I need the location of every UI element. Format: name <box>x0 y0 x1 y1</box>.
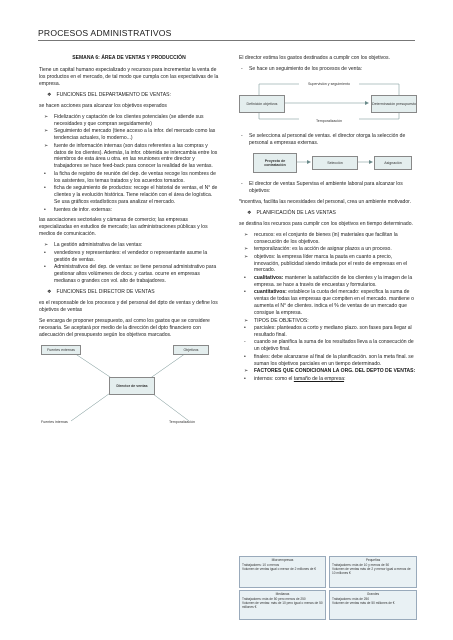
diagram-label-timing: Temporalización <box>169 419 195 424</box>
dash-bullet-icon: - <box>244 339 246 346</box>
dot-bullet-icon: • <box>244 325 246 332</box>
director-text: es el responsable de los procesos y del personal del dpto de ventas y define los objetivos de ventas <box>39 299 218 313</box>
list-item <box>39 242 219 249</box>
flow-top-label: Supervisión y seguimiento <box>299 80 359 87</box>
dot-bullet-icon: • <box>44 185 46 192</box>
director-heading-text: FUNCIONES DEL DIRECTOR DE VENTAS <box>56 289 155 295</box>
list-item <box>239 376 417 383</box>
list-item-text: mantener la satisfacción de los clientes y la imagen de la empresa. se hace a través de encuestas y formularios. <box>254 274 413 288</box>
types-heading: TIPOS DE OBJETIVOS: <box>254 317 309 324</box>
list-item-text: finales: debe alcanzarse al final de la planificación. son la meta final. se suman los objetivos parciales en un tiempo determinado. <box>254 353 414 367</box>
list-item <box>39 171 219 185</box>
dot-bullet-icon: • <box>244 274 246 281</box>
followup-list <box>239 66 417 73</box>
functions-heading <box>47 92 219 99</box>
table-cell-small <box>329 556 417 588</box>
arrow-bullet-icon: ➢ <box>44 128 49 135</box>
section-title: SEMANA 6: ÁREA DE VENTAS Y PRODUCCIÓN <box>72 55 186 61</box>
list-item-text: fuentes de infor. externas: <box>54 206 113 213</box>
budget-text: Se encarga de proponer presupuesto, así como los gastos que se considere necesaria. Se aceptará por medio de la dirección del dpto financiero con adecuación del presupuesto según los objetivos marcados. <box>39 317 210 338</box>
list-item <box>239 254 417 275</box>
diamond-bullet-icon: ❖ <box>47 91 52 98</box>
list-item-text: Fidelización y captación de los clientes potenciales (se atiende sus necesidades y que compran seguidamente) <box>54 113 204 127</box>
table-cell-micro <box>239 556 326 588</box>
list-item-text: Seguimiento del mercado (tiene acceso a la infor. del mercado como las tendencias actuales, lo moderno...) <box>54 128 216 142</box>
table-cell-medium <box>239 590 326 620</box>
list-item-text: La gestión administrativa de las ventas: <box>54 242 143 249</box>
internal-suffix: : <box>344 375 346 382</box>
external-sources-text: las asociaciones sectoriales y cámaras de comercio; las empresas especializadas en estudios de mercado; las administraciones públicas y los medios de comunicación. <box>39 217 208 238</box>
list-item <box>39 114 219 128</box>
cell-line: Trabajadores: más de 250 <box>332 597 370 601</box>
list-item <box>239 325 417 339</box>
cell-title: Grandes <box>366 592 380 596</box>
internal-prefix: internos: como el <box>254 375 294 382</box>
dash-bullet-icon: - <box>241 180 243 187</box>
director-estimates: El director estima los gastos destinados a cumplir con los objetivos. <box>239 55 390 61</box>
list-item <box>39 128 219 142</box>
list-item-bold: cualitativos: <box>254 274 284 281</box>
arrow-bullet-icon: ➢ <box>244 317 249 324</box>
arrow-bullet-icon: ➢ <box>244 368 249 375</box>
arrow-bullet-icon: ➢ <box>244 231 249 238</box>
list-item <box>39 250 219 264</box>
functions-heading-text: FUNCIONES DEL DEPARTAMENTO DE VENTAS: <box>56 91 171 98</box>
planning-list <box>239 232 417 383</box>
cell-line: Trabajadores: más de 50 pero menos de 250 <box>242 597 306 601</box>
cell-line: Trabajadores: más de 10 y menos de 50 <box>332 563 390 567</box>
list-item <box>239 339 417 353</box>
diagram-node-director: Director de ventas <box>109 377 155 395</box>
list-item-text: Se hace un seguimiento de los procesos de venta: <box>249 66 363 73</box>
arrow-bullet-icon: ➢ <box>244 253 249 260</box>
incentive-text: *incentiva, facilita las necesidades del personal, crea un ambiente motivador. <box>239 198 411 205</box>
factors-heading: FACTORES QUE CONDICIONAN LA ORG. DEL DEPTO DE VENTAS: <box>254 368 416 375</box>
list-item <box>39 207 219 214</box>
list-item-text: fuente de información internas (son datos referentes a las compras y datos de los clientes). Además, la infor. obtenida se intercambia entre los miembros de esta área u otra. en las reuniones entre director y trabajadores se hace feed-back para conocer la realidad de las ventas. <box>54 142 218 170</box>
arrow-bullet-icon: ➢ <box>44 242 49 249</box>
selection-flow-diagram <box>239 151 417 175</box>
list-item <box>239 232 417 246</box>
page-header: PROCESOS ADMINISTRATIVOS <box>38 28 172 38</box>
diamond-bullet-icon: ❖ <box>247 209 252 216</box>
dot-bullet-icon: • <box>44 249 46 256</box>
intro-paragraph: Tiene un capital humano especializado y recursos para incrementar la venta de los productos en el mercado, de tal modo que cumpla con las expectativas de la empresa. <box>39 66 219 87</box>
cell-title: Pequeñas <box>365 558 381 562</box>
diagram-node-external: Fuentes externas <box>41 345 81 355</box>
right-column <box>239 55 417 387</box>
list-item-text: recursos: es el conjunto de bienes (in) materiales que facilitan la consecución de los objetivos. <box>254 231 398 245</box>
followup-flow-diagram <box>239 77 417 127</box>
management-list <box>39 242 219 285</box>
director-heading <box>47 289 219 296</box>
dot-bullet-icon: • <box>244 375 246 382</box>
list-item-text: vendedores y representantes: el vendedor o representante asume la gestión de ventas. <box>54 249 208 263</box>
dot-bullet-icon: • <box>244 289 246 296</box>
list-item <box>239 133 417 147</box>
planning-intro: se destina los recursos para cumplir con los objetivos en tiempo determinado. <box>239 220 413 227</box>
company-size-table <box>239 556 417 620</box>
planning-heading-text: PLANIFICACIÓN DE LAS VENTAS <box>256 209 336 216</box>
flow-node-assignment: Asignación <box>374 156 412 170</box>
functions-list <box>39 114 219 214</box>
arrow-bullet-icon: ➢ <box>244 246 249 253</box>
list-item <box>239 289 417 317</box>
flow-node-selection: Selección <box>312 156 358 170</box>
list-item <box>239 368 417 375</box>
list-item <box>39 143 219 171</box>
dot-bullet-icon: • <box>244 353 246 360</box>
diagram-node-objectives: Objetivos <box>173 345 209 355</box>
list-item <box>239 66 417 73</box>
list-item <box>239 318 417 325</box>
cell-line: Volumen de ventas: más de 10 pero igual o menos de 50 millones € <box>242 601 323 609</box>
list-item-text: ficha de seguimiento de productos: recoge el historial de ventas, el N° de clientes y la evolución histórica. Tiene relación con el área de logística. Se usa gráficos estadísticos para analizar el mercado. <box>54 185 218 206</box>
list-item <box>39 264 219 285</box>
dot-bullet-icon: • <box>44 264 46 271</box>
flow-node-budget: Determinación presupuesto <box>371 95 417 113</box>
list-item <box>239 354 417 368</box>
arrow-bullet-icon: ➢ <box>44 142 49 149</box>
list-item-text: parciales: planteados a corto y mediano plazo. son fases para llegar al resultado final. <box>254 325 412 338</box>
table-cell-large <box>329 590 417 620</box>
list-item-text: El director de ventas Supervisa el ambiente laboral para alcanzar los objetivos: <box>249 180 403 194</box>
director-diagram <box>39 343 219 429</box>
cell-line: Volumen de ventas más de 50 millones de € <box>332 601 395 605</box>
list-item-text: temporalización: es la acción de asignar plazos a un proceso. <box>254 246 392 253</box>
cell-title: Microempresas <box>271 558 294 562</box>
diagram-label-internal: Fuentes internas <box>41 419 68 424</box>
cell-title: Medianas <box>275 592 290 596</box>
planning-heading <box>247 210 417 217</box>
list-item-text: la ficha de registro de reunión del dep. de ventas recoge los nombres de los asistentes, los temas tratados y los acuerdos tomados. <box>54 170 216 184</box>
selection-list <box>239 133 417 147</box>
list-item-text: objetivos: la empresa líder marca la pauta en cuanto a precio, innovación, publicidad siendo imitada por el resto de empresas en el mercado. <box>254 253 408 274</box>
dot-bullet-icon: • <box>44 170 46 177</box>
diamond-bullet-icon: ❖ <box>47 289 52 295</box>
list-item-bold: cuantitativos: <box>254 289 287 296</box>
list-item <box>239 246 417 253</box>
cell-line: Trabajadores: 10 o menos <box>242 563 280 567</box>
company-size-link: tamaño de la empresa <box>293 375 345 382</box>
list-item <box>239 181 417 195</box>
list-item-text: establece la cuota del mercado: especifica la suma de ventas de todas las empresas que compiten en el mercado. mantiene o aumenta el N° de clientes. indica el % de ventas de un mercado que consigue la empresa. <box>254 289 414 317</box>
list-item-text: cuando se planifica la suma de los resultados lleva a la consecución de un objetivo final. <box>254 339 414 353</box>
arrow-bullet-icon: ➢ <box>44 113 49 120</box>
flow-bottom-label: Temporalización <box>299 117 359 124</box>
functions-intro: se hacen acciones para alcanzar los objetivos esperados <box>39 102 167 109</box>
header-divider <box>38 40 415 41</box>
list-item <box>39 185 219 206</box>
supervise-list <box>239 181 417 195</box>
flow-node-define: Definición objetivos <box>239 95 285 113</box>
left-column <box>39 55 219 435</box>
list-item <box>239 275 417 289</box>
dash-bullet-icon: - <box>241 66 243 73</box>
list-item-text: Administrativos del dep. de ventas: se tiene personal administrativo para gestionar altos volúmenes de docs. y cartas. ocurre en empresas medianas o grandes con vol. alto de trabajadores. <box>54 264 217 285</box>
cell-line: Volumen de ventas igual o menor de 2 millones de € <box>242 567 317 571</box>
list-item-text: Se selecciona al personal de ventas. el director otorga la selección de personal a empresas externas. <box>249 133 406 146</box>
cell-line: Volumen de ventas más de 2 y menor igual a menos de 10 millones € <box>332 567 411 575</box>
flow-node-hiring: Proyecto de contratación <box>253 153 297 173</box>
dash-bullet-icon: - <box>241 133 243 139</box>
dot-bullet-icon: • <box>44 206 46 213</box>
